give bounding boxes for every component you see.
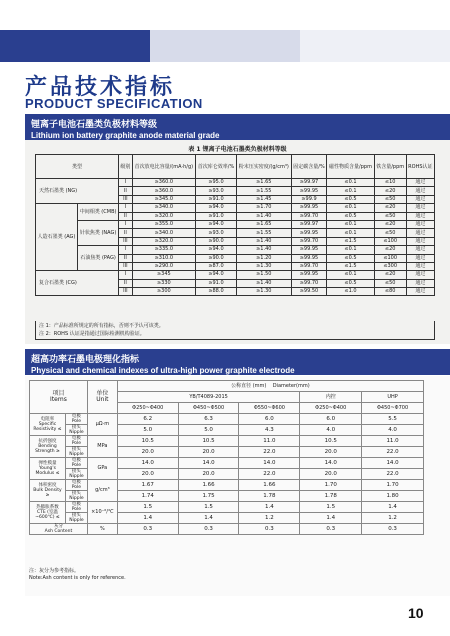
- value-cell: ≥345: [132, 271, 196, 279]
- table1-note-1: 注 1：产品标准所规定的所有指标，否则不予认可该类。: [39, 323, 164, 329]
- value-cell: ≥99.95: [291, 254, 327, 262]
- table-header-row: [36, 155, 435, 179]
- part-cell: [65, 501, 87, 512]
- value-cell: ≤100: [374, 237, 406, 245]
- value-cell: ≥1.65: [236, 220, 291, 228]
- value-cell: 4.0: [300, 424, 362, 435]
- header-density: 粉末压实密度/(g/cm³): [236, 155, 291, 179]
- value-cell: 22.0: [239, 468, 300, 479]
- header-capacity: 首次放电比容量/(mA·h/g): [132, 155, 196, 179]
- value-cell: ≥1.55: [236, 229, 291, 237]
- value-cell: 通过: [406, 262, 434, 270]
- property-name-zh: 抗折强度: [38, 438, 57, 444]
- value-cell: ≥91.0: [196, 279, 237, 287]
- value-cell: 1.5: [117, 501, 178, 512]
- top-bar-mid-segment: [150, 30, 300, 62]
- type-cell: 复合石墨类 (CG): [36, 271, 119, 296]
- type-cell: 天然石墨类 (NG): [36, 179, 119, 204]
- anode-grade-table-image: [25, 140, 450, 344]
- part-name-en: Nipple: [69, 451, 84, 457]
- value-cell: 22.0: [362, 468, 424, 479]
- value-cell: ≥1.70: [236, 204, 291, 212]
- standard-header: YB/T4089-2015: [117, 391, 299, 402]
- value-cell: ≤0.1: [327, 220, 374, 228]
- value-cell: 0.3: [362, 523, 424, 534]
- table1-notes: [35, 321, 435, 340]
- value-cell: ≤0.1: [327, 179, 374, 187]
- diameter-col: Φ250~Φ400: [117, 402, 178, 413]
- value-cell: 20.0: [117, 468, 178, 479]
- value-cell: 通过: [406, 229, 434, 237]
- value-cell: ≥99.70: [291, 262, 327, 270]
- table-row: [30, 413, 424, 424]
- part-cell: [65, 512, 87, 523]
- part-name-en: Pole: [71, 506, 82, 512]
- value-cell: ≥99.70: [291, 212, 327, 220]
- value-cell: 1.78: [239, 490, 300, 501]
- value-cell: ≥99.95: [291, 229, 327, 237]
- value-cell: 14.0: [362, 457, 424, 468]
- value-cell: 6.2: [117, 413, 178, 424]
- header-efficiency: 首次库仑效率/%: [196, 155, 237, 179]
- value-cell: 14.0: [178, 457, 239, 468]
- value-cell: 1.75: [178, 490, 239, 501]
- value-cell: 1.66: [239, 479, 300, 490]
- value-cell: ≤0.5: [327, 254, 374, 262]
- value-cell: 20.0: [300, 468, 362, 479]
- value-cell: 通过: [406, 187, 434, 195]
- part-cell: [65, 468, 87, 479]
- grade-cell: II: [119, 254, 132, 262]
- value-cell: 4.3: [239, 424, 300, 435]
- value-cell: ≥99.70: [291, 279, 327, 287]
- value-cell: ≥94.0: [196, 246, 237, 254]
- value-cell: ≥93.0: [196, 229, 237, 237]
- group-cell: 人造石墨类 (AG): [36, 204, 78, 271]
- value-cell: ≥330: [132, 279, 196, 287]
- table-row: [36, 271, 435, 279]
- value-cell: ≥90.0: [196, 237, 237, 245]
- table2-note-zh: 注：灰分为参考指标。: [29, 568, 80, 574]
- grade-cell: III: [119, 195, 132, 203]
- table1-caption: 表 1 锂离子电池石墨类负极材料等级: [188, 146, 287, 153]
- unit-cell: MPa: [87, 435, 117, 457]
- value-cell: ≤0.5: [327, 212, 374, 220]
- value-cell: 1.78: [300, 490, 362, 501]
- value-cell: 1.70: [362, 479, 424, 490]
- value-cell: 通过: [406, 271, 434, 279]
- value-cell: 1.5: [300, 501, 362, 512]
- value-cell: ≥1.20: [236, 254, 291, 262]
- value-cell: 0.3: [300, 523, 362, 534]
- header-iron: 铁含量/ppm: [374, 155, 406, 179]
- value-cell: ≥90.0: [196, 254, 237, 262]
- value-cell: ≤20: [374, 246, 406, 254]
- value-cell: ≥99.95: [291, 204, 327, 212]
- value-cell: 0.3: [178, 523, 239, 534]
- property-name-en: CTE (室温~600℃) ≤: [35, 509, 60, 520]
- ash-name-en: Ash Content: [44, 528, 73, 534]
- ash-name-zh: 灰分: [53, 523, 63, 529]
- part-name-zh: 接头: [71, 446, 81, 452]
- value-cell: ≥95.0: [196, 179, 237, 187]
- value-cell: 10.5: [300, 435, 362, 446]
- electrode-index-table: [29, 380, 424, 535]
- unit-header: 单位 Unit: [87, 381, 117, 414]
- value-cell: 通过: [406, 212, 434, 220]
- table-row: [36, 179, 435, 187]
- property-name-en: Young's Modulus ≤: [35, 465, 60, 476]
- value-cell: ≥345.0: [132, 195, 196, 203]
- value-cell: ≥1.40: [236, 279, 291, 287]
- header-grade: 级别: [119, 155, 132, 179]
- property-name-zh: 弹性模量: [38, 460, 57, 466]
- value-cell: ≤0.1: [327, 246, 374, 254]
- table-row: [30, 501, 424, 512]
- value-cell: ≥99.95: [291, 187, 327, 195]
- value-cell: ≤50: [374, 229, 406, 237]
- table-row: [36, 246, 435, 254]
- value-cell: 22.0: [362, 446, 424, 457]
- grade-cell: III: [119, 237, 132, 245]
- value-cell: ≥290.0: [132, 262, 196, 270]
- value-cell: 14.0: [300, 457, 362, 468]
- property-name-cell: [30, 435, 66, 457]
- part-name-en: Nipple: [69, 473, 84, 479]
- part-name-zh: 电极: [71, 435, 81, 441]
- table-row: [36, 204, 435, 212]
- value-cell: ≥88.0: [196, 288, 237, 296]
- value-cell: 通过: [406, 204, 434, 212]
- value-cell: 5.5: [362, 413, 424, 424]
- value-cell: ≥310.0: [132, 254, 196, 262]
- part-cell: [65, 446, 87, 457]
- value-cell: ≥340.0: [132, 229, 196, 237]
- unit-cell: GPa: [87, 457, 117, 479]
- value-cell: ≤1.0: [327, 288, 374, 296]
- value-cell: 通过: [406, 220, 434, 228]
- header-fixed-carbon: 固定碳含量/%: [291, 155, 327, 179]
- value-cell: 1.5: [178, 501, 239, 512]
- inhouse-header: 内控: [300, 391, 362, 402]
- value-cell: 通过: [406, 288, 434, 296]
- section2-banner: [25, 349, 450, 375]
- grade-cell: II: [119, 279, 132, 287]
- unit-cell: ×10⁻⁶/℃: [87, 501, 117, 523]
- part-name-zh: 接头: [71, 468, 81, 474]
- grade-cell: III: [119, 262, 132, 270]
- value-cell: ≥93.0: [196, 187, 237, 195]
- value-cell: ≤0.1: [327, 271, 374, 279]
- value-cell: ≥355.0: [132, 220, 196, 228]
- part-name-zh: 接头: [71, 490, 81, 496]
- value-cell: ≤1.5: [327, 262, 374, 270]
- value-cell: 10.5: [117, 435, 178, 446]
- value-cell: ≥99.50: [291, 288, 327, 296]
- value-cell: 1.4: [362, 501, 424, 512]
- value-cell: ≥300: [132, 288, 196, 296]
- value-cell: ≤20: [374, 271, 406, 279]
- value-cell: ≥1.40: [236, 246, 291, 254]
- diameter-col: Φ550~Φ600: [239, 402, 300, 413]
- unit-cell: g/cm³: [87, 479, 117, 501]
- part-cell: [65, 457, 87, 468]
- property-name-en: Bending Strength ≥: [35, 443, 60, 454]
- header-type: 类型: [36, 155, 119, 179]
- value-cell: 14.0: [117, 457, 178, 468]
- grade-cell: III: [119, 288, 132, 296]
- table2-note-en: Note:Ash content is only for reference.: [29, 575, 126, 581]
- electrode-index-table-image: [25, 376, 450, 596]
- value-cell: 1.66: [178, 479, 239, 490]
- grade-cell: I: [119, 246, 132, 254]
- value-cell: ≥87.0: [196, 262, 237, 270]
- part-name-zh: 电极: [71, 479, 81, 485]
- diameter-header: 公称直径 (mm) Diameter(mm): [117, 381, 423, 392]
- value-cell: 通过: [406, 246, 434, 254]
- section1-banner: [25, 114, 450, 140]
- value-cell: ≥335.0: [132, 246, 196, 254]
- value-cell: ≥320.0: [132, 237, 196, 245]
- grade-cell: II: [119, 187, 132, 195]
- value-cell: 0.3: [117, 523, 178, 534]
- value-cell: ≥1.30: [236, 262, 291, 270]
- diameter-col: Φ250~Φ400: [300, 402, 362, 413]
- top-bar-light-segment: [300, 30, 450, 62]
- value-cell: ≥1.65: [236, 179, 291, 187]
- value-cell: 5.0: [117, 424, 178, 435]
- type-cell: 针状焦类 (NAG): [78, 220, 119, 245]
- value-cell: 22.0: [239, 446, 300, 457]
- part-name-en: Nipple: [69, 429, 84, 435]
- page-number: 10: [408, 605, 424, 621]
- value-cell: 通过: [406, 237, 434, 245]
- type-cell: 中间相类 (CMB): [78, 204, 119, 221]
- value-cell: 11.0: [362, 435, 424, 446]
- value-cell: 11.0: [239, 435, 300, 446]
- value-cell: ≤50: [374, 279, 406, 287]
- part-name-en: Nipple: [69, 517, 84, 523]
- value-cell: 20.0: [178, 446, 239, 457]
- part-cell: [65, 435, 87, 446]
- property-name-zh: 体积密度: [38, 482, 57, 488]
- value-cell: ≤50: [374, 212, 406, 220]
- value-cell: 10.5: [178, 435, 239, 446]
- value-cell: ≥99.97: [291, 179, 327, 187]
- value-cell: ≥1.45: [236, 195, 291, 203]
- property-name-zh: 热膨胀系数: [36, 504, 59, 510]
- grade-cell: I: [119, 204, 132, 212]
- value-cell: ≤20: [374, 220, 406, 228]
- value-cell: ≥94.0: [196, 204, 237, 212]
- value-cell: ≤50: [374, 195, 406, 203]
- value-cell: ≥91.0: [196, 195, 237, 203]
- value-cell: 1.4: [178, 512, 239, 523]
- part-name-en: Pole: [71, 418, 82, 424]
- value-cell: ≥1.40: [236, 212, 291, 220]
- value-cell: ≥360.0: [132, 179, 196, 187]
- table-row: [30, 435, 424, 446]
- value-cell: 通过: [406, 279, 434, 287]
- unit-cell: μΩ·m: [87, 413, 117, 435]
- grade-cell: I: [119, 179, 132, 187]
- part-name-zh: 接头: [71, 424, 81, 430]
- value-cell: 14.0: [239, 457, 300, 468]
- grade-cell: I: [119, 220, 132, 228]
- part-cell: [65, 424, 87, 435]
- table-row: [30, 523, 424, 534]
- value-cell: 1.4: [239, 501, 300, 512]
- part-name-zh: 电极: [71, 413, 81, 419]
- anode-grade-table: [35, 154, 435, 296]
- value-cell: 1.2: [362, 512, 424, 523]
- table-header-row: [30, 381, 424, 392]
- value-cell: 通过: [406, 254, 434, 262]
- header-rohs: ROHS认证: [406, 155, 434, 179]
- section2-title-en: Physical and chemical indexes of ultra-high power graphite electrode: [31, 366, 295, 375]
- table1-note-2: 注 2：ROHS 认证是指通过国际检测机构验证。: [39, 331, 145, 337]
- section1-title-en: Lithium ion battery graphite anode material grade: [31, 131, 220, 140]
- value-cell: ≤0.5: [327, 195, 374, 203]
- value-cell: ≤100: [374, 254, 406, 262]
- value-cell: ≥1.55: [236, 187, 291, 195]
- table-row: [30, 479, 424, 490]
- value-cell: 1.4: [117, 512, 178, 523]
- part-name-zh: 电极: [71, 457, 81, 463]
- value-cell: ≤0.5: [327, 279, 374, 287]
- value-cell: 1.4: [300, 512, 362, 523]
- value-cell: ≤20: [374, 204, 406, 212]
- value-cell: 6.3: [178, 413, 239, 424]
- part-cell: [65, 490, 87, 501]
- page-title-en: PRODUCT SPECIFICATION: [25, 96, 203, 111]
- type-cell: 石油焦类 (PAG): [78, 246, 119, 271]
- value-cell: ≤300: [374, 262, 406, 270]
- value-cell: ≤0.1: [327, 187, 374, 195]
- value-cell: ≥99.9: [291, 195, 327, 203]
- value-cell: 通过: [406, 195, 434, 203]
- property-name-cell: [30, 479, 66, 501]
- property-name-zh: 电阻率: [40, 416, 55, 422]
- value-cell: ≥1.50: [236, 271, 291, 279]
- property-name-en: Specific Resistivity ≤: [33, 421, 62, 432]
- value-cell: ≤10: [374, 179, 406, 187]
- value-cell: 1.74: [117, 490, 178, 501]
- grade-cell: II: [119, 212, 132, 220]
- part-name-en: Nipple: [69, 495, 84, 501]
- value-cell: 1.67: [117, 479, 178, 490]
- value-cell: ≥1.40: [236, 237, 291, 245]
- table-row: [30, 457, 424, 468]
- unit-cell: %: [87, 523, 117, 534]
- value-cell: ≤20: [374, 187, 406, 195]
- part-name-en: Pole: [71, 462, 82, 468]
- table2-note: [29, 568, 126, 582]
- part-name-en: Pole: [71, 440, 82, 446]
- part-name-zh: 电极: [71, 501, 81, 507]
- part-cell: [65, 479, 87, 490]
- value-cell: 20.0: [117, 446, 178, 457]
- value-cell: ≥320.0: [132, 212, 196, 220]
- value-cell: ≥99.97: [291, 220, 327, 228]
- value-cell: 6.0: [300, 413, 362, 424]
- section1-title-zh: 锂离子电池石墨类负极材料等级: [31, 120, 158, 130]
- value-cell: ≥91.0: [196, 212, 237, 220]
- value-cell: ≥94.0: [196, 271, 237, 279]
- top-color-bar: [0, 30, 450, 62]
- value-cell: 20.0: [178, 468, 239, 479]
- grade-cell: I: [119, 271, 132, 279]
- property-name-cell: [30, 413, 66, 435]
- diameter-col: Φ450~Φ700: [362, 402, 424, 413]
- page-title-zh: 产品技术指标: [25, 75, 176, 100]
- value-cell: 0.3: [239, 523, 300, 534]
- part-cell: [65, 413, 87, 424]
- value-cell: 5.0: [178, 424, 239, 435]
- top-bar-dark-segment: [0, 30, 150, 62]
- value-cell: ≥99.95: [291, 271, 327, 279]
- value-cell: ≥99.70: [291, 237, 327, 245]
- table-row: [36, 220, 435, 228]
- section2-title-zh: 超高功率石墨电极理化指标: [31, 355, 140, 365]
- value-cell: ≥340.0: [132, 204, 196, 212]
- value-cell: ≥99.95: [291, 246, 327, 254]
- value-cell: 通过: [406, 179, 434, 187]
- value-cell: 1.70: [300, 479, 362, 490]
- value-cell: 20.0: [300, 446, 362, 457]
- value-cell: 4.0: [362, 424, 424, 435]
- value-cell: ≥94.0: [196, 220, 237, 228]
- value-cell: ≤0.1: [327, 204, 374, 212]
- value-cell: ≥1.30: [236, 288, 291, 296]
- part-name-en: Pole: [71, 484, 82, 490]
- part-name-zh: 接头: [71, 512, 81, 518]
- value-cell: 1.80: [362, 490, 424, 501]
- grade-cell: II: [119, 229, 132, 237]
- value-cell: ≥360.0: [132, 187, 196, 195]
- value-cell: ≤1.5: [327, 237, 374, 245]
- value-cell: ≤80: [374, 288, 406, 296]
- diameter-col: Φ450~Φ500: [178, 402, 239, 413]
- items-header: 项目 Items: [30, 381, 88, 414]
- value-cell: 1.2: [239, 512, 300, 523]
- property-name-cell: [30, 501, 66, 523]
- ash-name-cell: [30, 523, 88, 534]
- header-magnetic: 磁性物质含量/ppm: [327, 155, 374, 179]
- property-name-en: Bulk Density ≥: [33, 487, 62, 498]
- value-cell: 6.0: [239, 413, 300, 424]
- uhp-header: UHP: [362, 391, 424, 402]
- property-name-cell: [30, 457, 66, 479]
- value-cell: ≤0.1: [327, 229, 374, 237]
